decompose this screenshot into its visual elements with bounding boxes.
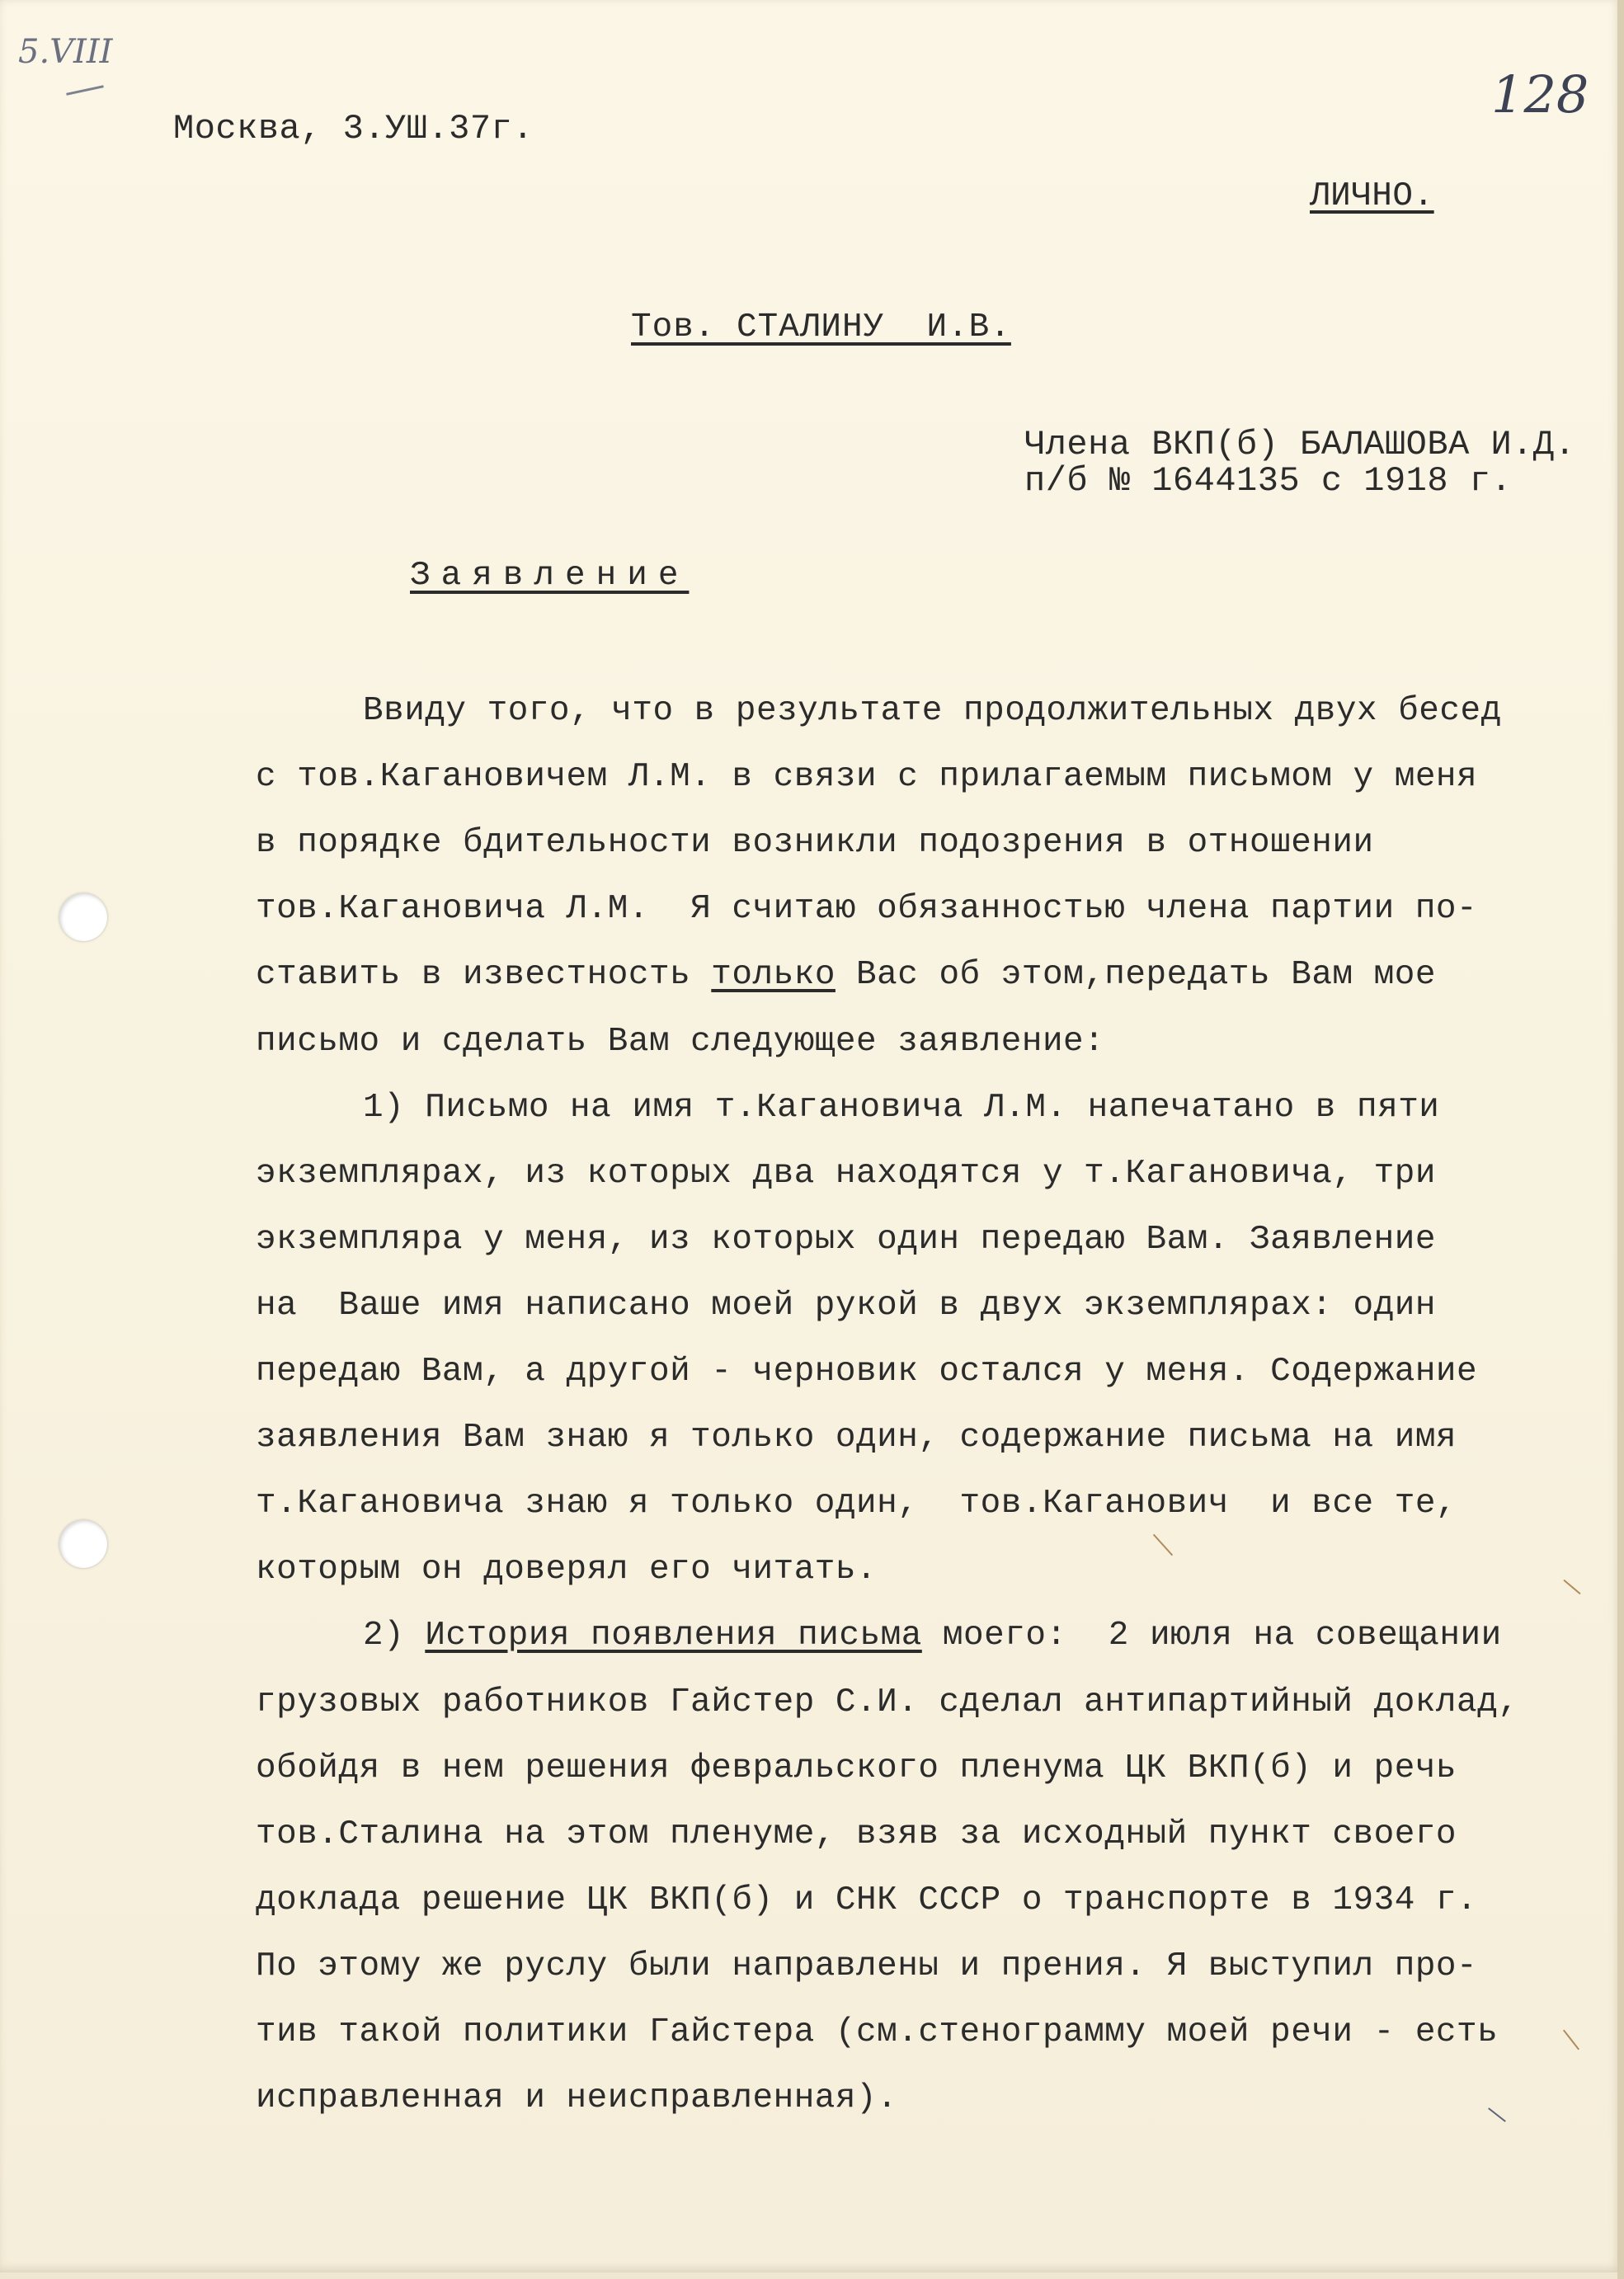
body-line: [256, 892, 1477, 926]
body-line: [256, 2079, 898, 2117]
text-segment: тов.Сталина на этом пленуме, взяв за исходный пункт своего: [256, 1815, 1457, 1853]
text-segment: доклада решение ЦК ВКП(б) и СНК СССР о транспорте в 1934 г.: [256, 1881, 1478, 1919]
punch-hole: [59, 1520, 107, 1568]
text-segment: Вас об этом,передать Вам мое: [835, 956, 1436, 994]
document-title: Заявление: [410, 557, 690, 595]
text-segment: моего: 2 июля на совещании: [921, 1617, 1502, 1655]
text-segment: экземпляра у меня, из которых один передаю Вам. Заявление: [256, 1221, 1436, 1259]
body-line: [256, 1749, 1457, 1787]
text-segment: т.Кагановича знаю я только один, тов.Каганович и все те,: [256, 1485, 1457, 1523]
text-segment: тов.Кагановича Л.М. Я считаю обязанностью члена партии по-: [256, 890, 1478, 928]
text-segment: в порядке бдительности возникли подозрения в отношении: [256, 824, 1374, 862]
punch-hole: [59, 893, 107, 941]
text-segment: ставить в известность: [256, 956, 712, 994]
text-segment: 1) Письмо на имя т.Кагановича Л.М. напечатано в пяти: [363, 1089, 1440, 1127]
text-segment: грузовых работников Гайстер С.И. сделал антипартийный доклад,: [256, 1683, 1519, 1721]
body-line: [256, 1553, 877, 1587]
text-segment: заявления Вам знаю я только один, содержание письма на имя: [256, 1419, 1457, 1457]
body-line: [363, 1091, 1439, 1125]
body-line: [256, 958, 1436, 992]
body-line: [256, 1487, 1457, 1521]
text-segment: экземплярах, из которых два находятся у т.Кагановича, три: [256, 1155, 1436, 1193]
text-segment: Ввиду того, что в результате продолжительных двух бесед: [363, 692, 1502, 730]
text-segment: передаю Вам, а другой - черновик остался у меня. Содержание: [256, 1353, 1478, 1391]
body-line: [256, 1947, 1478, 1985]
text-segment: с тов.Кагановичем Л.М. в связи с прилагаемым письмом у меня: [256, 758, 1478, 796]
text-segment: исправленная и неисправленная).: [256, 2079, 898, 2117]
body-line: [363, 1619, 1502, 1653]
body-line: [363, 692, 1502, 730]
body-line: [256, 1881, 1478, 1919]
body-line: [256, 1157, 1436, 1191]
archive-note: 5.VIII: [18, 33, 113, 71]
underlined-phrase: только: [711, 956, 836, 994]
sender-line: Члена ВКП(б) БАЛАШОВА И.Д.: [1024, 425, 1576, 464]
body-line: [256, 1421, 1457, 1455]
body-line: [256, 1223, 1436, 1257]
body-line: [256, 1815, 1457, 1853]
text-segment: которым он доверял его читать.: [256, 1551, 878, 1589]
body-line: [256, 826, 1374, 860]
text-segment: тив такой политики Гайстера (см.стенограмму моей речи - есть: [256, 2013, 1499, 2051]
text-segment: 2): [363, 1617, 426, 1655]
text-segment: на Ваше имя написано моей рукой в двух экземплярах: один: [256, 1287, 1436, 1325]
page-edge: [1617, 0, 1624, 2279]
body-line: [256, 1025, 1104, 1059]
addressee: Тов. СТАЛИНУ И.В.: [631, 308, 1011, 346]
body-line: [256, 1683, 1519, 1721]
party-card-line: п/б № 1644135 с 1918 г.: [1024, 461, 1513, 501]
text-segment: По этому же руслу были направлены и прения. Я выступил про-: [256, 1947, 1478, 1985]
body-line: [256, 2013, 1499, 2051]
underlined-phrase: История появления письма: [425, 1617, 922, 1655]
body-line: [256, 1355, 1477, 1389]
folio-number: 128: [1491, 64, 1589, 125]
body-line: [256, 760, 1477, 794]
personal-mark: ЛИЧНО.: [1310, 177, 1434, 215]
text-segment: обойдя в нем решения февральского пленума ЦК ВКП(б) и речь: [256, 1749, 1457, 1787]
text-segment: письмо и сделать Вам следующее заявление:: [256, 1023, 1105, 1061]
date-line: Москва, 3.УШ.37г.: [173, 109, 534, 148]
body-line: [256, 1289, 1436, 1323]
